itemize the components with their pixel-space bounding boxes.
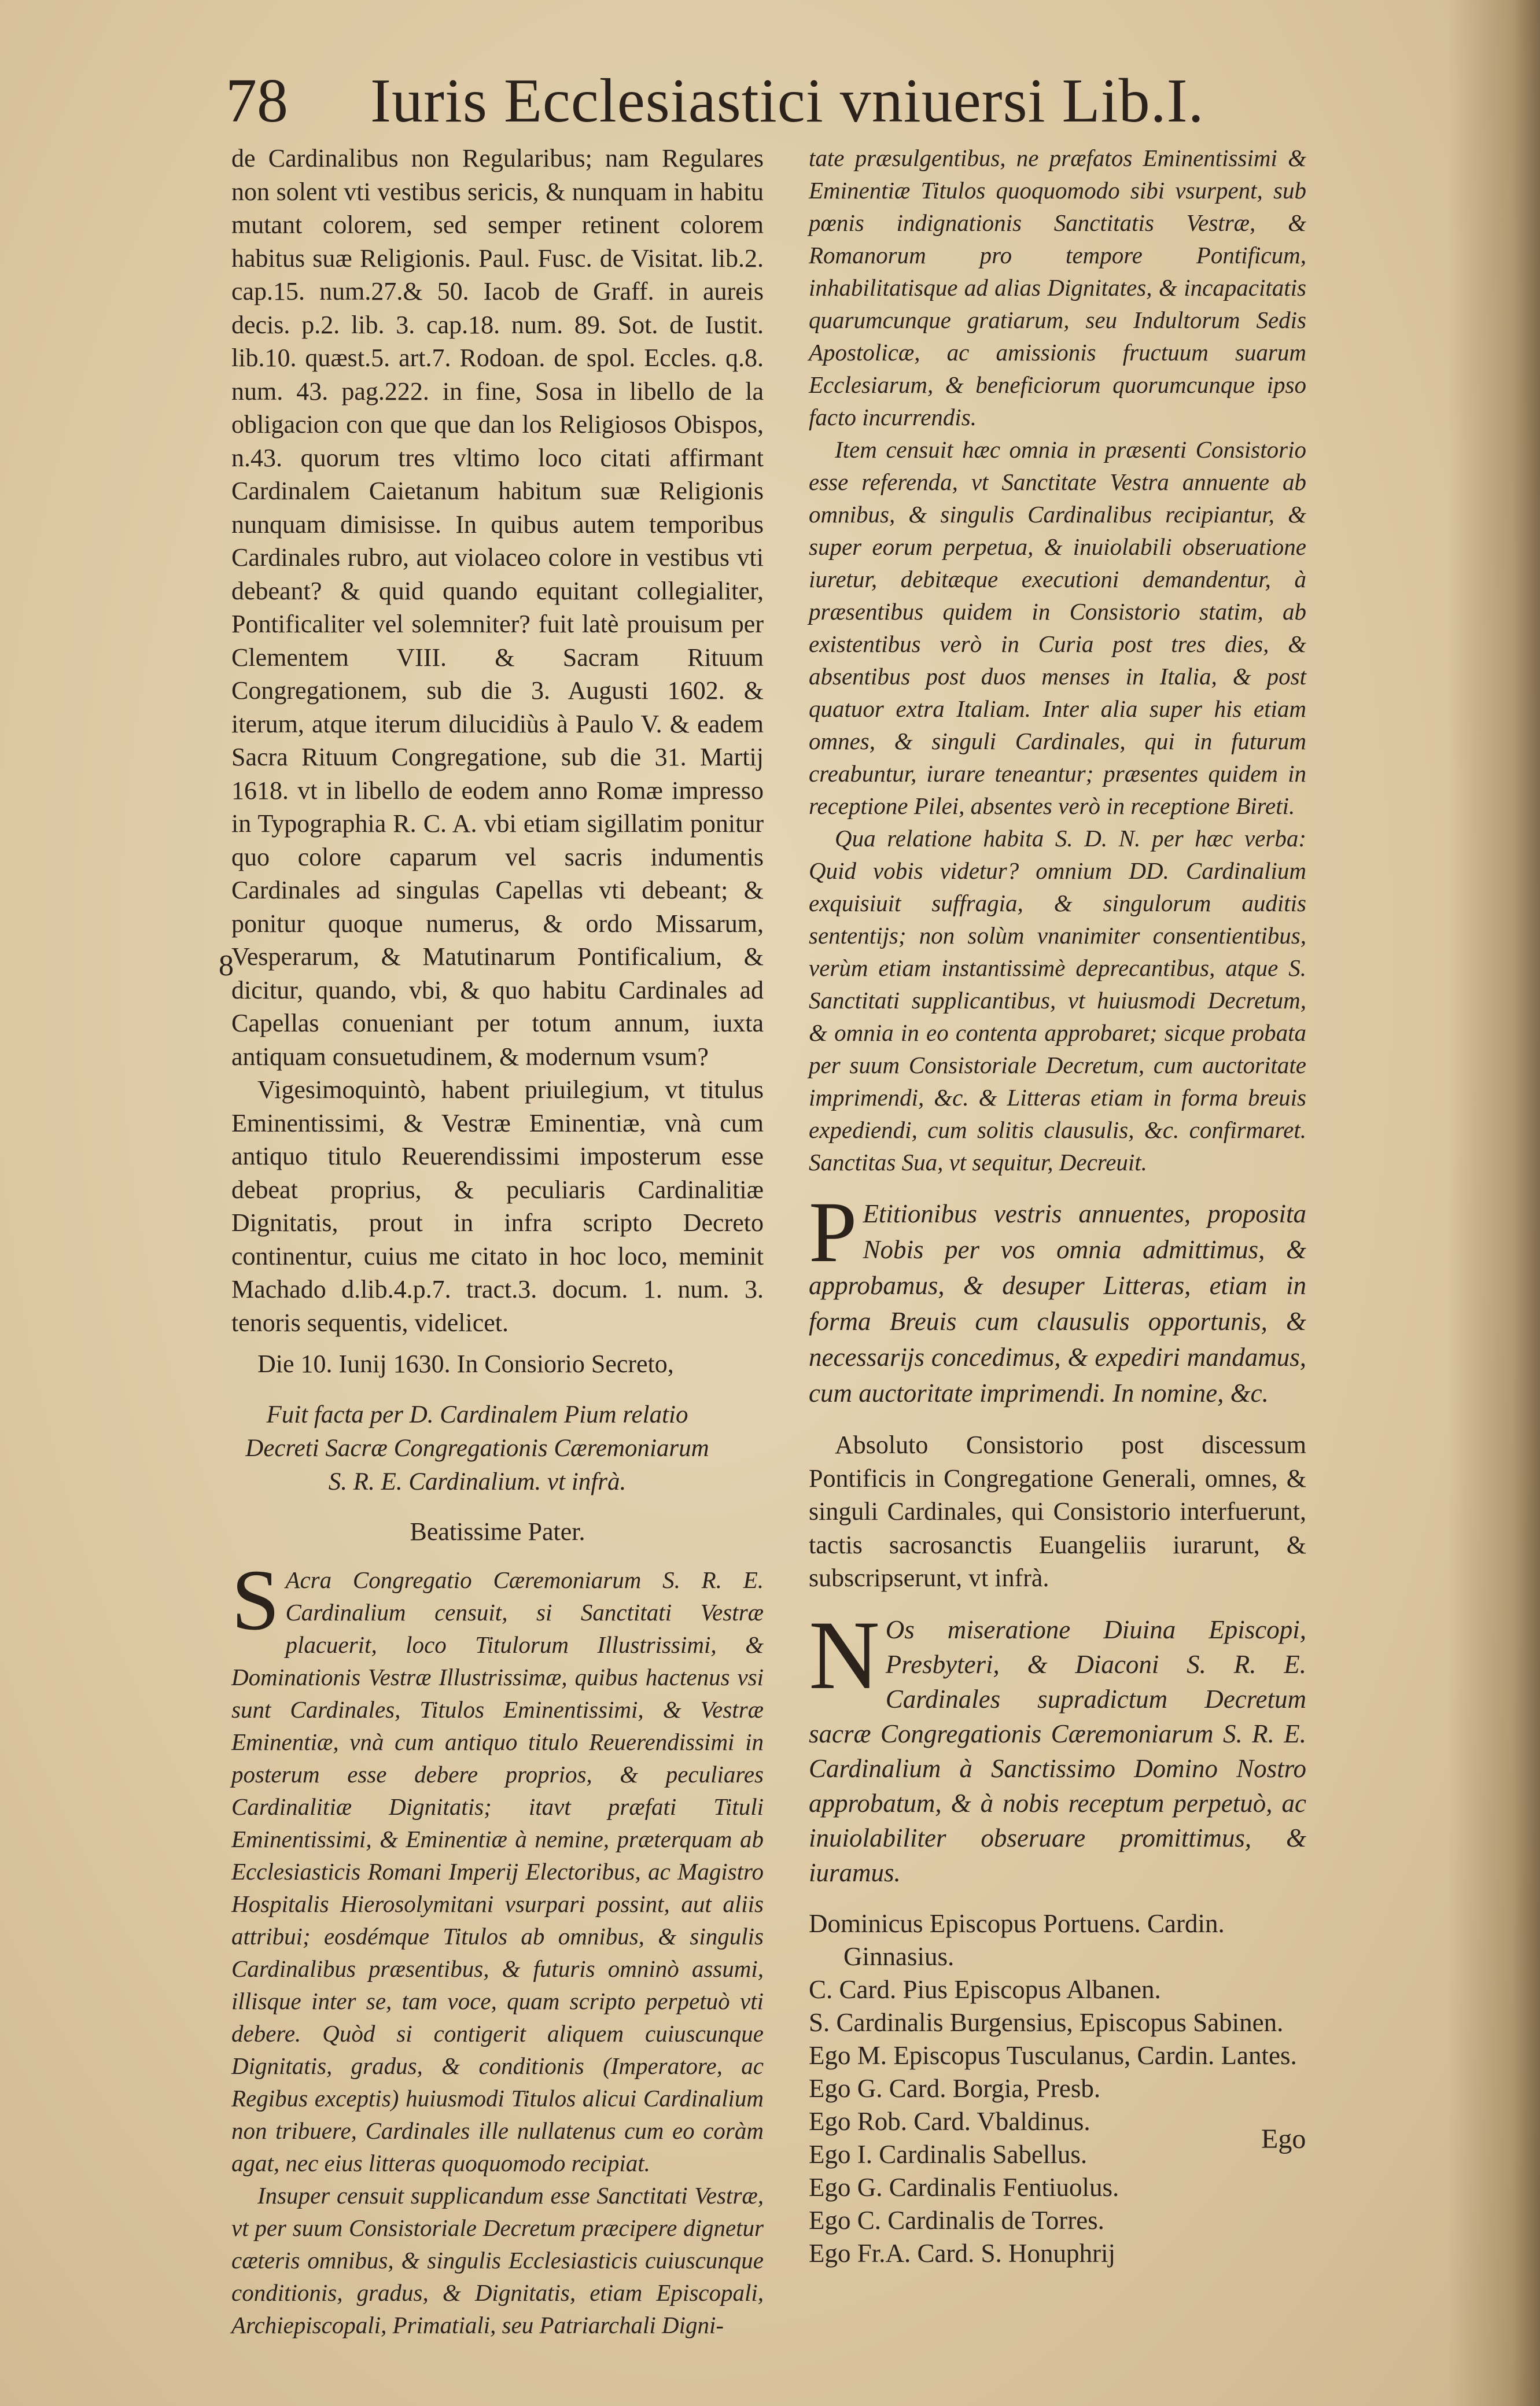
salutation: Beatissime Pater. <box>410 1517 585 1546</box>
right-paragraph-1: tate præsulgentibus, ne præfatos Eminentissimi & Eminentiæ Titulos quoquomodo sibi vsurpent, sub pœnis indignationis Sanctitatis Vestræ, & Romanorum pro tempore Pontificum, inhabilitatisque ad alias Dignitates, & incapacitatis quarumcunque gratiarum, seu Indultorum Sedis Apostolicæ, ac amissionis fructuum suarum Ecclesiarum, & beneficiorum quorumcunque ipso facto incurrendis. <box>809 145 1306 430</box>
left-paragraph-2: Vigesimoquintò, habent priuilegium, vt titulus Eminentissimi, & Vestræ Eminentiæ, vnà cum antiquo titulo Reuerendissimi imposterum esse debeat proprius, & peculiaris Cardinalitiæ Dignitatis, prout in infra scripto Decreto continentur, cuius me citato in hoc loco, meminit Machado d.lib.4.p.7. tract.3. docum. 1. num. 3. tenoris sequentis, videlicet. <box>231 1075 764 1337</box>
signatory: Dominicus Episcopus Portuens. Cardin. Ginnasius. <box>809 1908 1225 1971</box>
signatory: Ego Fr.A. Card. S. Honuphrij <box>809 2238 1116 2268</box>
page-number: 78 <box>226 67 288 135</box>
signatory: Ego M. Episcopus Tusculanus, Cardin. Lantes. <box>809 2040 1297 2070</box>
margin-number: 8 <box>219 949 234 982</box>
oath-paragraph <box>809 1600 1306 1890</box>
right-paragraph-2: Item censuit hæc omnia in præsenti Consistorio esse referenda, vt Sanctitate Vestra annuente ab omnibus, & singulis Cardinalibus recipiantur, & super eorum perpetua, & inuiolabili obseruatione iuretur, debitæque executioni demandentur, à præsentibus quidem in Consistorio statim, ab existentibus verò in Curia post tres dies, & absentibus post duos menses in Italia, & post quatuor extra Italiam. Inter alia super his etiam omnes, & singuli Cardinales, qui in futurum creabuntur, iurare teneantur; præsentes quidem in receptione Pilei, absentes verò in receptione Bireti. <box>809 436 1306 819</box>
signatory: Ego G. Cardinalis Fentiuolus. <box>809 2172 1119 2202</box>
right-column <box>809 142 1306 2270</box>
left-column <box>231 142 764 2341</box>
right-paragraph-3: Qua relatione habita S. D. N. per hæc verba: Quid vobis videtur? omnium DD. Cardinalium exquisiuit suffragia, & singulorum auditis sententijs; non solùm vnanimiter consentientibus, verùm etiam instantissimè deprecantibus, atque S. Sanctitati supplicantibus, vt huiusmodi Decretum, & omnia in eo contenta approbaret; sicque probata per suum Consistoriale Decretum, cum auctoritate imprimendi, &c. & Litteras etiam in forma breuis expediendi, cum solitis clausulis, &c. confirmaret. Sanctitas Sua, vt sequitur, Decreuit. <box>809 825 1306 1176</box>
petitionibus-text: Etitionibus vestris annuentes, proposita Nobis per vos omnia admittimus, & approbamus, & desuper Litteras, etiam in forma Breuis cum clausulis opportunis, & necessarijs concedimus, & expediri mandamus, cum auctoritate imprimendi. In nomine, &c. <box>809 1199 1306 1408</box>
signatory: Ego Rob. Card. Vbaldinus. <box>809 2106 1090 2136</box>
drop-cap-p: P <box>809 1184 857 1280</box>
dateline: Die 10. Iunij 1630. In Consiorio Secreto, <box>257 1350 674 1378</box>
petitionibus-paragraph <box>809 1184 1306 1411</box>
insuper-paragraph: Insuper censuit supplicandum esse Sanctitati Vestræ, vt per suum Consistoriale Decretum præcipere dignetur cæteris omnibus, & singulis Ecclesiasticis cuiuscunque conditionis, gradus, & Dignitatis, etiam Episcopali, Archiepiscopali, Primatiali, seu Patriarchali Digni- <box>231 2182 764 2338</box>
signatory: S. Cardinalis Burgensius, Episcopus Sabinen. <box>809 2007 1284 2037</box>
oath-text: Os miseratione Diuina Episcopi, Presbyteri, & Diaconi S. R. E. Cardinales supradictum Decretum sacræ Congregationis Cæremoniarum S. R. E. Cardinalium à Sanctissimo Domino Nostro approbatum, & à nobis receptum perpetuò, ac inuiolabiliter obseruare promittimus, & iuramus. <box>809 1615 1306 1887</box>
signatory: Ego G. Card. Borgia, Presb. <box>809 2073 1101 2103</box>
catchword: Ego <box>1261 2124 1306 2154</box>
signatory: Ego I. Cardinalis Sabellus. <box>809 2139 1088 2169</box>
gutter-shadow <box>1447 0 1540 2406</box>
signatory: C. Card. Pius Episcopus Albanen. <box>809 1974 1161 2004</box>
running-title: Iuris Ecclesiastici vniuersi Lib.I. <box>370 67 1204 135</box>
signatories-list <box>809 1907 1306 2270</box>
decree-paragraph <box>231 1552 764 2179</box>
drop-cap-n: N <box>809 1600 880 1709</box>
running-header <box>226 69 1325 133</box>
decree-text: Acra Congregatio Cæremoniarum S. R. E. Cardinalium censuit, si Sanctitati Vestræ placuerit, loco Titulorum Illustrissimi, & Dominationis Vestræ Illustrissimæ, quibus hactenus vsi sunt Cardinales, Titulos Eminentissimi, & Vestræ Eminentiæ, vnà cum antiquo titulo Reuerendissimi in posterum esse debere proprios, & peculiares Cardinalitiæ Dignitatis; itavt præfati Tituli Eminentissimi, & Eminentiæ à nemine, præterquam ab Ecclesiasticis Romani Imperij Electoribus, ac Magistro Hospitalis Hierosolymitani vsurpari possint, aut aliis attribui; eosdémque Titulos ab omnibus, & singulis Cardinalibus præsentibus, & futuris omninò assumi, illisque inter se, tam voce, quam scripto perpetuò vti debere. Quòd si contigerit aliquem cuiuscunque Dignitatis, gradus, & conditionis (Imperatore, ac Regibus exceptis) huiusmodi Titulos alicui Cardinalium non tribuere, Cardinales ille nullatenus cum eo coràm agat, nec eius litteras quoquomodo recipiat. <box>231 1566 764 2176</box>
drop-cap-s: S <box>231 1552 280 1648</box>
signatory: Ego C. Cardinalis de Torres. <box>809 2205 1104 2235</box>
relatio-heading: Fuit facta per D. Cardinalem Pium relatio Decreti Sacræ Congregationis Cæremoniarum S. R. E. Cardinalium. vt infrà. <box>245 1401 709 1495</box>
left-paragraph-1: de Cardinalibus non Regularibus; nam Regulares non solent vti vestibus sericis, & nunquam in habitu mutant colorem, sed semper retinent colorem habitus suæ Religionis. Paul. Fusc. de Visitat. lib.2. cap.15. num.27.& 50. Iacob de Graff. in aureis decis. p.2. lib. 3. cap.18. num. 89. Sot. de Iustit. lib.10. quæst.5. art.7. Rodoan. de spol. Eccles. q.8. num. 43. pag.222. in fine, Sosa in libello de la obligacion con que que dan los Religiosos Obispos, n.43. quorum tres vltimo loco citati affirmant Cardinalem Caietanum habitum suæ Religionis nunquam dimisisse. In quibus autem temporibus Cardinales rubro, aut violaceo colore in vestibus vti debeant? & quid quando equitant collegialiter, Pontificaliter vel solemniter? fuit latè prouisum per Clementem VIII. & Sacram Rituum Congregationem, sub die 3. Augusti 1602. & iterum, atque iterum dilucidiùs à Paulo V. & eadem Sacra Rituum Congregatione, sub die 31. Martij 1618. vt in libello de eodem anno Romæ impresso in Typographia R. C. A. vbi etiam sigillatim ponitur quo colore caparum vel sacris indumentis Cardinales ad singulas Capellas vti debeant; & ponitur quoque numerus, & ordo Missarum, Vesperarum, & Matutinarum Pontificalium, & dicitur, quando, vbi, & quo habitu Cardinales ad Capellas conueniant per totum annum, iuxta antiquam consuetudinem, & modernum vsum? <box>231 144 764 1071</box>
absoluto-paragraph: Absoluto Consistorio post discessum Pontificis in Congregatione Generali, omnes, & singuli Cardinales, qui Consistorio interfuerunt, tactis sacrosanctis Euangeliis iurarunt, & subscripserunt, vt infrà. <box>809 1431 1306 1592</box>
